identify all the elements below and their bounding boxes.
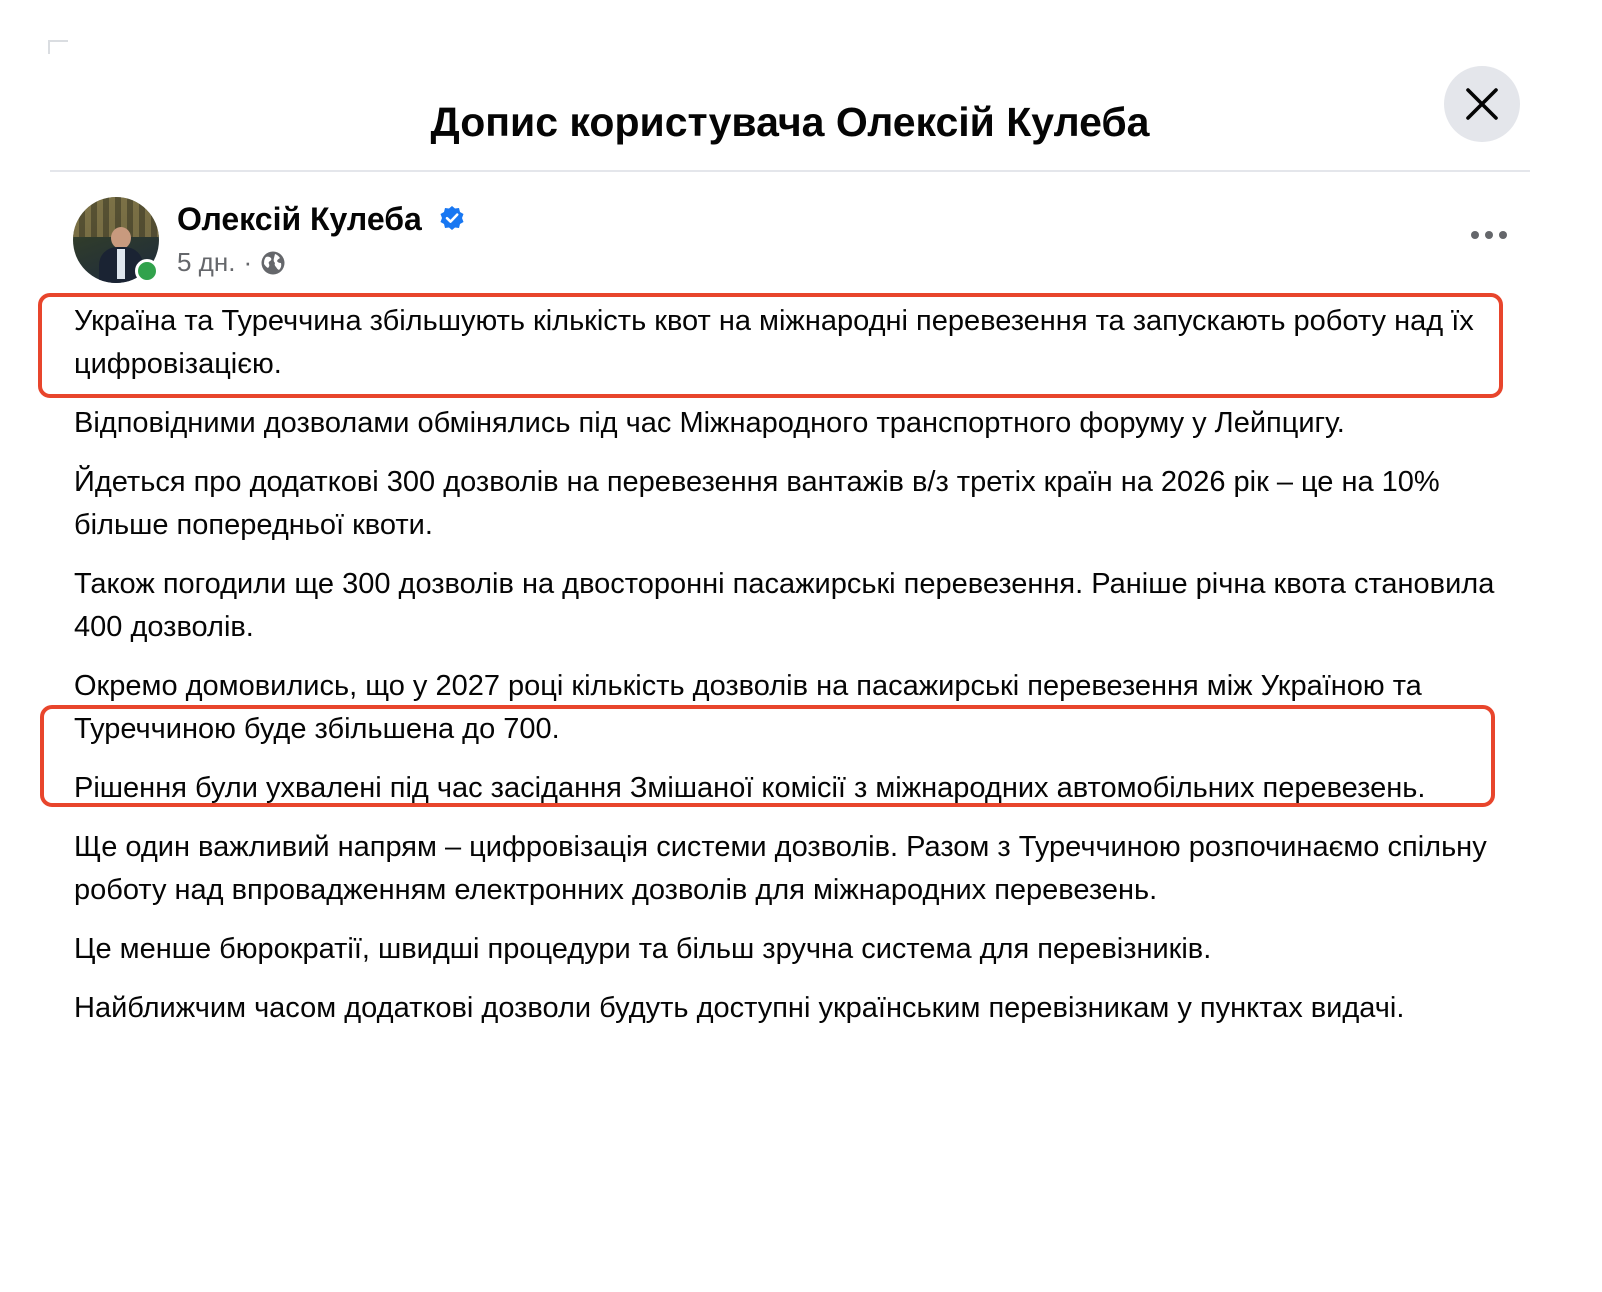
post-paragraph: Також погодили ще 300 дозволів на двосторонні пасажирські перевезення. Раніше річна квота становила 400 дозволів. bbox=[74, 568, 1495, 643]
online-status-dot bbox=[135, 259, 159, 283]
post-paragraph: Ще один важливий напрям – цифровізація системи дозволів. Разом з Туреччиною розпочинаємо спільну роботу над впровадженням електронних дозволів для міжнародних перевезень. bbox=[74, 831, 1487, 906]
dialog-title: Допис користувача Олексій Кулеба bbox=[430, 99, 1150, 145]
post-paragraph: Україна та Туреччина збільшують кількість квот на міжнародні перевезення та запускають роботу над їх цифровізацією. bbox=[74, 305, 1474, 380]
post-paragraph: Найближчим часом додаткові дозволи будуть доступні українським перевізникам у пунктах видачі. bbox=[74, 992, 1405, 1024]
dialog-header bbox=[50, 40, 1530, 172]
post-paragraph: Рішення були ухвалені під час засідання Змішаної комісії з міжнародних автомобільних перевезень. bbox=[74, 772, 1426, 804]
highlight-box-fifth-paragraph bbox=[40, 705, 1495, 807]
post-paragraph: Йдеться про додаткові 300 дозволів на перевезення вантажів в/з третіх країн на 2026 рік – це на 10% більше попередньої квоти. bbox=[74, 466, 1440, 541]
more-options-icon bbox=[1469, 219, 1513, 251]
meta-separator: · bbox=[243, 247, 253, 277]
highlight-box-first-paragraph bbox=[38, 293, 1503, 398]
post-paragraph: Окремо домовились, що у 2027 році кількість дозволів на пасажирські перевезення між Україною та Туреччиною буде збільшена до 700. bbox=[74, 670, 1422, 745]
post-paragraph: Відповідними дозволами обмінялись під час Міжнародного транспортного форуму у Лейпцигу. bbox=[74, 407, 1345, 439]
close-button[interactable] bbox=[1444, 66, 1520, 142]
verified-badge-icon bbox=[439, 205, 465, 231]
post-text bbox=[74, 300, 1514, 1046]
post-meta bbox=[177, 247, 286, 278]
post-header bbox=[73, 197, 1533, 287]
post-time[interactable]: 5 дн. bbox=[177, 247, 236, 277]
close-icon bbox=[1463, 85, 1501, 123]
author-name[interactable]: Олексій Кулеба bbox=[177, 201, 422, 237]
more-options-button[interactable] bbox=[1469, 219, 1513, 251]
post-paragraph: Це менше бюрократії, швидші процедури та більш зручна система для перевізників. bbox=[74, 933, 1212, 965]
globe-icon bbox=[260, 250, 286, 276]
